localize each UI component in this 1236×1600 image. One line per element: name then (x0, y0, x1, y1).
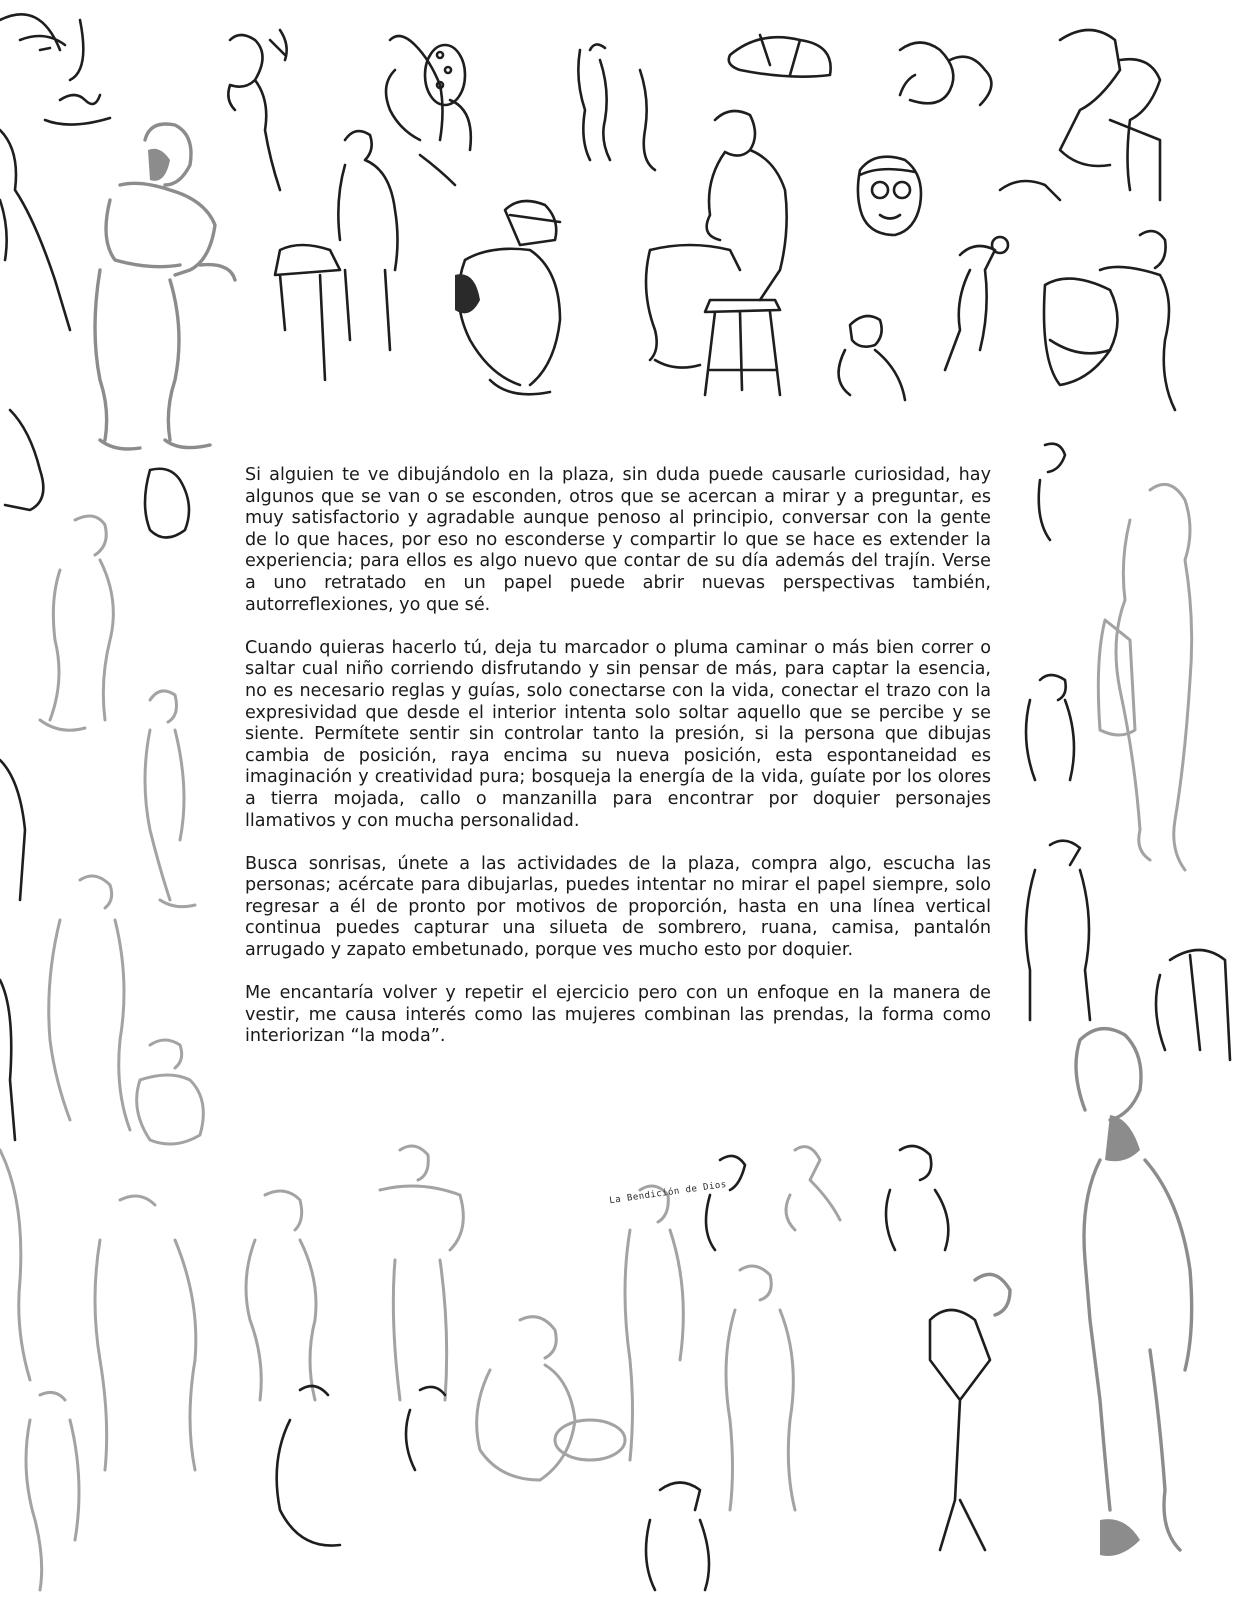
sketch-right-margin (1026, 444, 1230, 1060)
paragraph: Cuando quieras hacerlo tú, deja tu marcador o pluma caminar o más bien correr o saltar cual niño corriendo disfrutando y sin pensar de más, para captar la esencia, no es necesario reglas y guías, solo conectarse con la vida, conectar el trazo con la expresividad que desde el interior intenta solo soltar aquello que se percibe y se siente. Permítete sentir sin controlar tanto la presión, si la persona que dibujas cambia de posición, raya encima su nueva posición, esta espontaneidad es imaginación y creatividad pura; bosqueja la energía de la vida, guíate por los olores a tierra mojada, callo o manzanilla para encontrar por doquier personajes llamativos y con mucha personalidad. (245, 637, 991, 831)
sketch-face-top-left (0, 14, 110, 330)
paragraph: Me encantaría volver y repetir el ejercicio pero con un enfoque en la manera de vestir, me causa interés como las mujeres combinan las prendas, la forma como interiorizan “la moda”. (245, 983, 991, 1047)
sketch-seated-man-stool (646, 111, 787, 395)
paragraph: Si alguien te ve dibujándolo en la plaza, sin duda puede causarle curiosidad, hay algunos que se van o se esconden, otros que se acercan a mirar y a preguntar, es muy satisfactorio y agradable aunque penoso al principio, conversar con la gente de lo que haces, por eso no esconderse y compartir lo que se hace es extender la experiencia; para ellos es algo nuevo que contar de su día además del trajín. Verse a uno retratado en un papel puede abrir nuevas perspectivas también, autorreflexiones, yo que sé. (245, 465, 991, 615)
sketch-large-standing-man (1076, 1029, 1192, 1556)
sketch-figure-hat-pompom (945, 237, 1008, 370)
sketch-hand-fingers (386, 36, 471, 185)
sketch-cap (729, 35, 831, 77)
sketch-left-margin (0, 410, 203, 1380)
sketch-bottom-row (26, 1146, 1010, 1590)
sketch-bent-man-table (275, 131, 398, 380)
sketch-right-seated (1044, 231, 1175, 410)
sketch-man-glasses (858, 157, 921, 235)
sketch-caption: La Bendición de Dios (608, 1179, 728, 1207)
sketch-figure-profile (228, 30, 286, 190)
sketch-leaning-figure (95, 124, 235, 449)
sketch-boy-cap (839, 316, 905, 400)
sketch-crouching-man (455, 201, 560, 394)
essay-text (245, 465, 991, 1070)
sketch-small-figure-top (578, 44, 655, 170)
paragraph: Busca sonrisas, únete a las actividades de la plaza, compra algo, escucha las personas; acércate para dibujarlas, puedes intentar no mirar el papel siempre, solo regresar a él de pronto por motivos de proporción, hasta en una línea vertical continua puedes capturar una silueta de sombrero, ruana, camisa, pantalón arrugado y zapato embetunado, porque ves mucho esto por doquier. (245, 853, 991, 961)
sketch-figure-top-right (900, 30, 1160, 200)
